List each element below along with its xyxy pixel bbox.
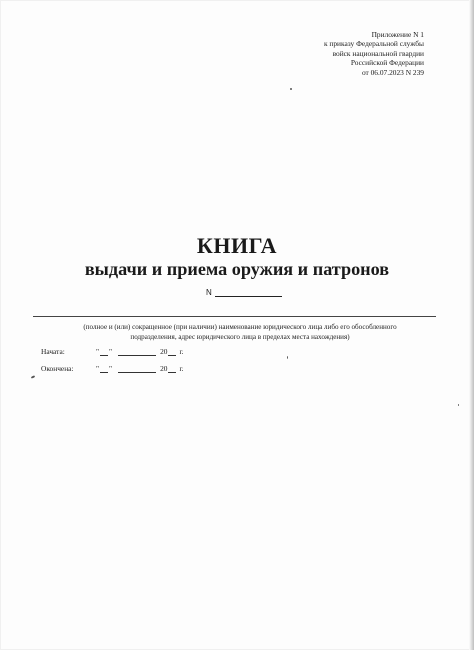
organization-caption-line: подразделения, адрес юридического лица в пределах места нахождения) [130, 333, 350, 341]
month-blank [118, 364, 156, 373]
year-suffix: г. [179, 364, 184, 373]
scan-speck [287, 356, 288, 359]
century: 20 [160, 364, 168, 373]
scan-speck [290, 88, 292, 90]
appendix-line: от 06.07.2023 N 239 [361, 67, 424, 77]
number-blank-line [215, 287, 282, 297]
scan-speck [31, 375, 35, 379]
number-prefix: N [206, 288, 212, 297]
document-title: КНИГА [196, 233, 278, 258]
quote-close: " [109, 347, 113, 356]
organization-caption [55, 322, 425, 342]
finished-label: Окончена: [41, 364, 74, 373]
organization-name-line [33, 316, 436, 317]
scan-edge-shadow [469, 0, 474, 650]
appendix-line: Российской Федерации [350, 58, 424, 68]
quote-open: " [96, 364, 100, 373]
quote-open: " [96, 347, 100, 356]
quote-close: " [109, 364, 113, 373]
year-suffix: г. [179, 347, 184, 356]
finished-date-row [41, 364, 184, 373]
year-blank [168, 347, 176, 356]
book-number-field [206, 287, 282, 297]
century: 20 [160, 347, 168, 356]
started-label: Начата: [41, 347, 65, 356]
appendix-block [324, 30, 424, 77]
started-date-row [41, 347, 184, 356]
scan-speck [458, 404, 459, 406]
document-subtitle: выдачи и приема оружия и патронов [84, 259, 390, 279]
day-blank [100, 347, 108, 356]
day-blank [100, 364, 108, 373]
organization-caption-line: (полное и (или) сокращенное (при наличии) наименование юридического лица либо его обособленного [83, 323, 397, 331]
appendix-line: войск национальной гвардии [332, 48, 424, 58]
year-blank [168, 364, 176, 373]
appendix-line: к приказу Федеральной службы [323, 39, 424, 49]
appendix-line: Приложение N 1 [371, 30, 424, 39]
month-blank [118, 347, 156, 356]
